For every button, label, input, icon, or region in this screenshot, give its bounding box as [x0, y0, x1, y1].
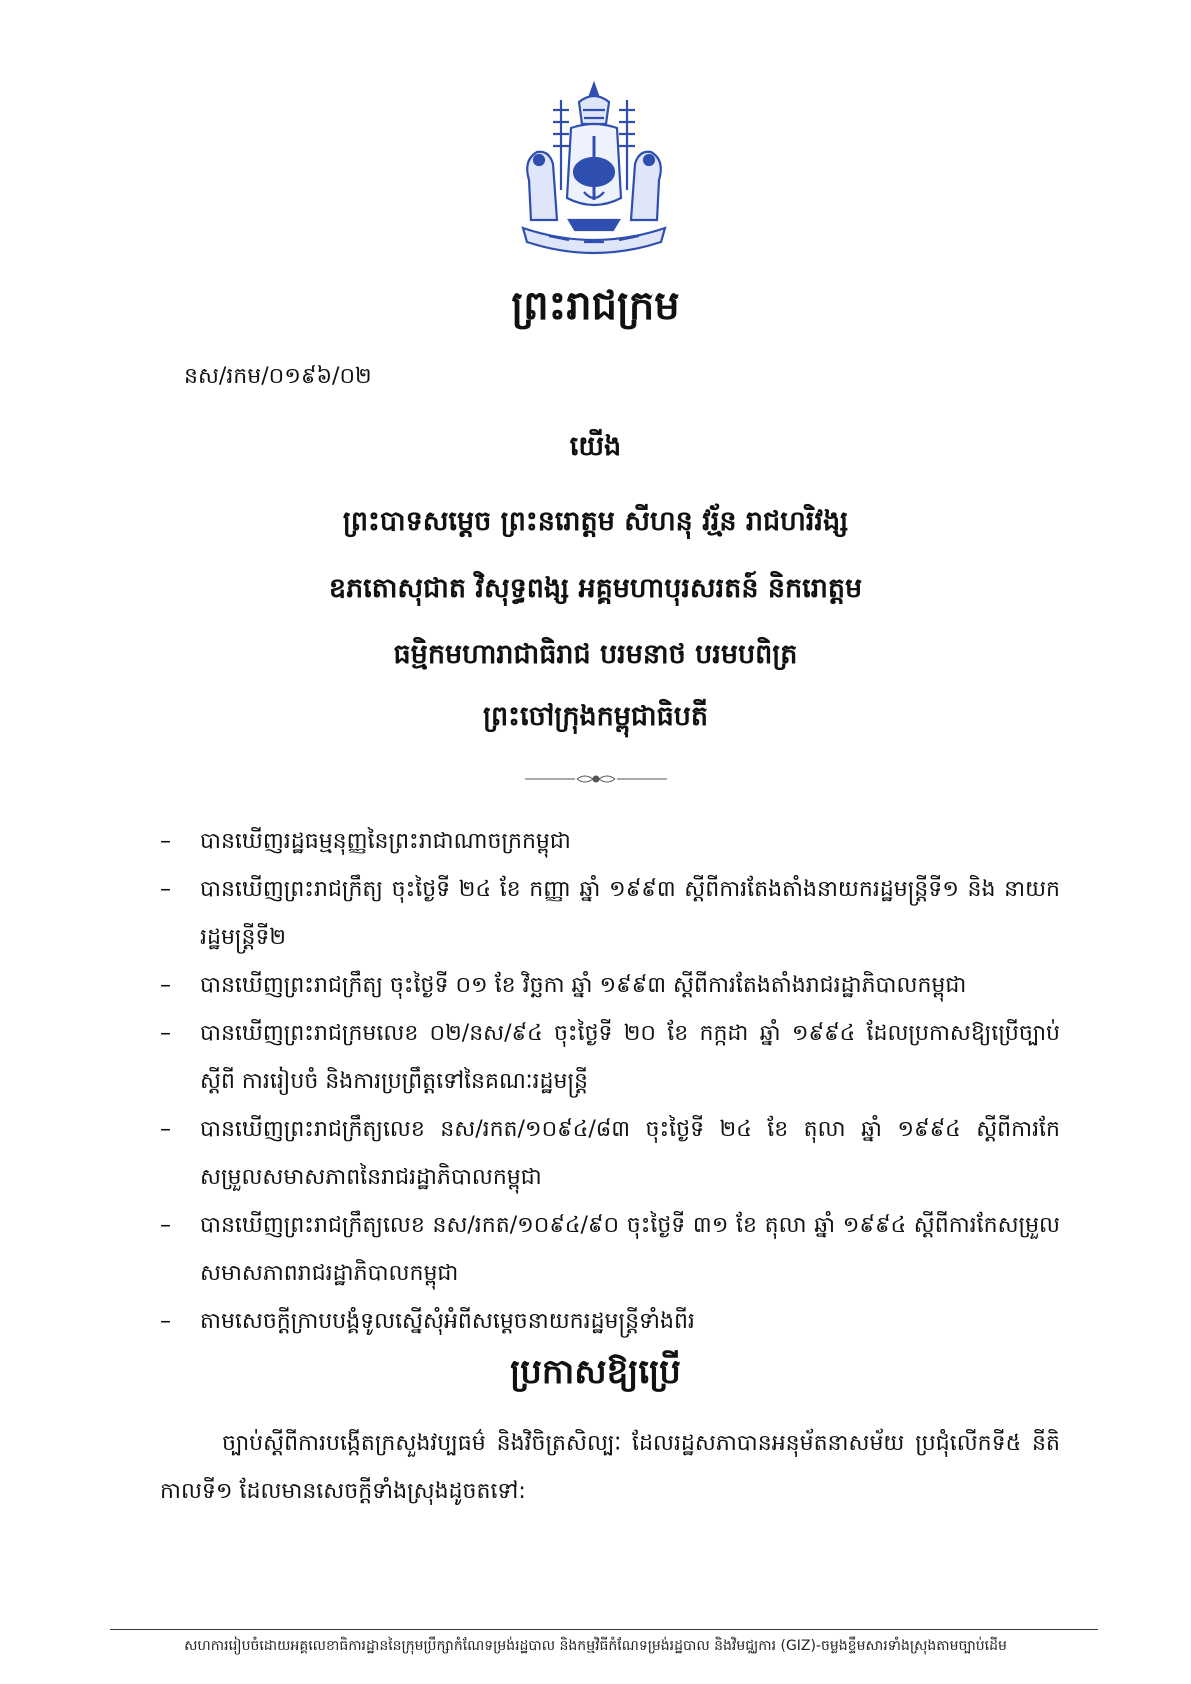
intro-paragraph: ច្បាប់ស្តីពីការបង្កើតក្រសួងវប្បធម៌ និងវិចិត្រសិល្បៈ ដែលរដ្ឋសភាបានអនុម័តនាសម័យ ប្រជុំលើកទី៥ នីតិកាលទី១ ដែលមានសេចក្តីទាំងស្រុងដូចតទៅ:	[160, 1431, 1060, 1504]
list-item	[160, 1202, 1060, 1298]
list-item-text: បានឃើញរដ្ឋធម្មនុញ្ញនៃព្រះរាជាណាចក្រកម្ពុជា	[200, 829, 571, 854]
list-item	[160, 1010, 1060, 1106]
heading-royal-title-4: ព្រះចៅក្រុងកម្ពុជាធិបតី	[482, 701, 709, 732]
heading-we: យើង	[569, 431, 622, 462]
bullet-dash: –	[160, 877, 171, 902]
heading-royal-title-1: ព្រះបាទសម្តេច ព្រះនរោត្តម សីហនុ វរ្ម័ន រាជហរិវង្ស	[342, 506, 849, 537]
bullet-dash: –	[160, 829, 171, 854]
list-item	[160, 818, 1060, 866]
bullet-dash: –	[160, 1309, 171, 1334]
reference-number: នស/រកម/០១៩៦/០២	[184, 364, 372, 389]
promulgation-title: ប្រកាសឱ្យប្រើ	[510, 1352, 681, 1392]
list-item-text: បានឃើញព្រះរាជក្រឹត្យ ចុះថ្ងៃទី ២៤ ខែ កញ្ញា ឆ្នាំ ១៩៩៣ ស្តីពីការតែងតាំងនាយករដ្ឋមន្ត្រីទី១ និង នាយករដ្ឋមន្ត្រីទី២	[200, 877, 1060, 950]
document-title: ព្រះរាជក្រម	[511, 283, 680, 329]
footer-divider	[110, 1629, 1098, 1630]
heading-royal-title-2: ឧភតោសុជាត វិសុទ្ធពង្ស អគ្គមហាបុរសរតន៍ និករោត្តម	[328, 573, 863, 604]
ornamental-divider-icon	[525, 771, 667, 787]
considerations-list	[160, 818, 1060, 1346]
list-item-text: បានឃើញព្រះរាជក្រឹត្យ ចុះថ្ងៃទី ០១ ខែ វិច្ឆកា ឆ្នាំ ១៩៩៣ ស្តីពីការតែងតាំងរាជរដ្ឋាភិបាលកម្ពុជា	[200, 973, 967, 998]
royal-coat-of-arms-icon	[509, 80, 679, 270]
list-item	[160, 1298, 1060, 1346]
bullet-dash: –	[160, 1117, 171, 1142]
list-item	[160, 1106, 1060, 1202]
bullet-dash: –	[160, 1021, 171, 1046]
list-item	[160, 962, 1060, 1010]
bullet-dash: –	[160, 973, 171, 998]
footer-note: សហការរៀបចំដោយអគ្គលេខាធិការដ្ឋាននៃក្រុមប្រឹក្សាកំណែទម្រង់រដ្ឋបាល និងកម្មវិធីកំណែទម្រង់រដ្ឋបាល និងវិមជ្ឈការ (GIZ)-ចម្លងខ្ទឹមសារទាំងស្រុងតាមច្បាប់ដើម	[184, 1638, 1007, 1654]
heading-royal-title-3: ធម្មិកមហារាជាធិរាជ បរមនាថ បរមបពិត្រ	[393, 639, 798, 670]
list-item-text: បានឃើញព្រះរាជក្រឹត្យលេខ នស/រកត/១០៩៤/៩០ ចុះថ្ងៃទី ៣១ ខែ តុលា ឆ្នាំ ១៩៩៤ ស្តីពីការកែសម្រួល សមាសភាពរាជរដ្ឋាភិបាលកម្ពុជា	[200, 1213, 1060, 1286]
list-item-text: បានឃើញព្រះរាជក្រឹត្យលេខ នស/រកត/១០៩៤/៨៣ ចុះថ្ងៃទី ២៤ ខែ តុលា ឆ្នាំ ១៩៩៤ ស្តីពីការកែ សម្រួលសមាសភាពនៃរាជរដ្ឋាភិបាលកម្ពុជា	[200, 1117, 1060, 1190]
list-item-text: តាមសេចក្តីក្រាបបង្គំទូលស្នើសុំអំពីសម្តេចនាយករដ្ឋមន្ត្រីទាំងពីរ	[200, 1309, 695, 1334]
list-item-text: បានឃើញព្រះរាជក្រមលេខ ០២/នស/៩៤ ចុះថ្ងៃទី ២០ ខែ កក្កដា ឆ្នាំ ១៩៩៤ ដែលប្រកាសឱ្យប្រើច្បាប់ស្តីពី ការរៀបចំ និងការប្រព្រឹត្តទៅនៃគណៈរដ្ឋមន្ត្រី	[200, 1021, 1060, 1094]
list-item	[160, 866, 1060, 962]
bullet-dash: –	[160, 1213, 171, 1238]
